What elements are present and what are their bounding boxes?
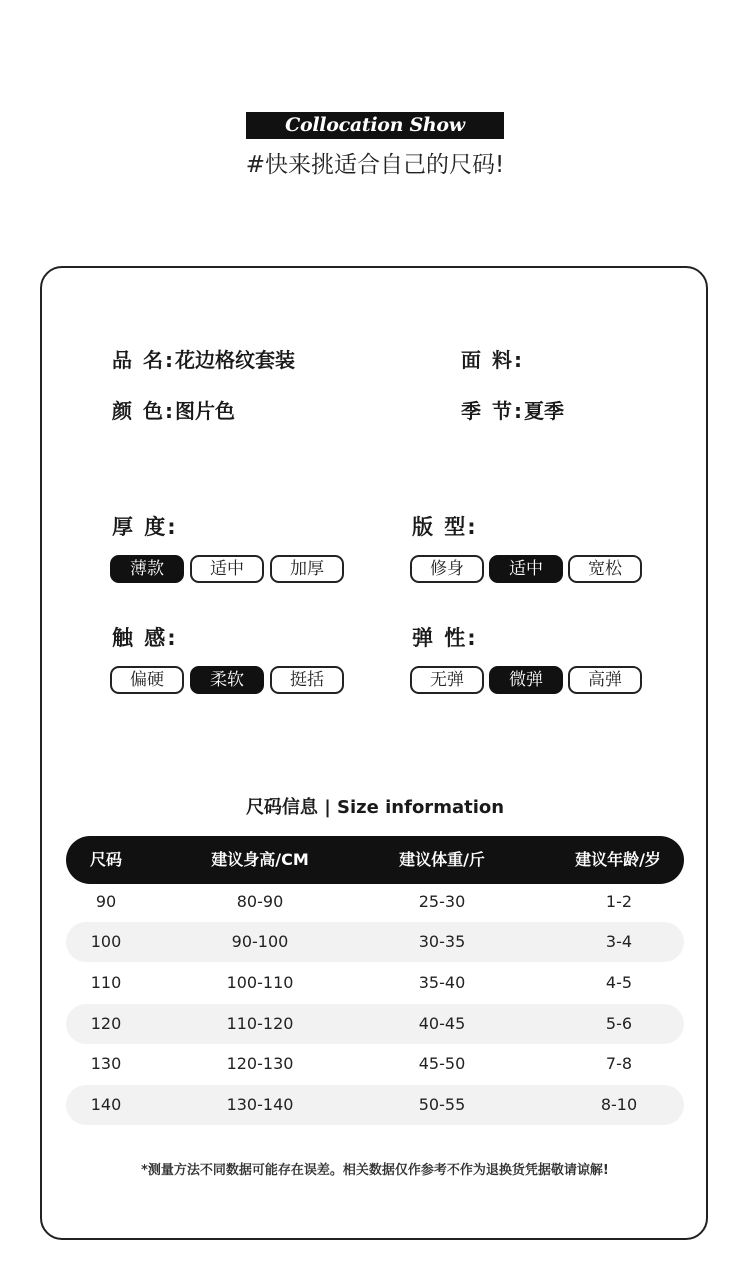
cell-weight: 25-30: [418, 892, 466, 911]
elasticity-option-none: 无弹: [410, 666, 484, 694]
measurement-disclaimer: *测量方法不同数据可能存在误差。相关数据仅作参考不作为退换货凭据敬请谅解!: [141, 1163, 609, 1178]
feel-option-soft: 柔软: [190, 666, 264, 694]
thickness-option-thin: 薄款: [110, 555, 184, 583]
cell-age: 7-8: [605, 1054, 633, 1073]
subtitle: #快来挑适合自己的尺码!: [245, 152, 505, 178]
feel-title: 触 感:: [112, 626, 178, 650]
cell-height: 100-110: [226, 973, 294, 992]
cell-weight: 50-55: [418, 1095, 466, 1114]
feel-option-stiff: 偏硬: [110, 666, 184, 694]
cell-height: 120-130: [226, 1054, 294, 1073]
cell-height: 130-140: [226, 1095, 294, 1114]
collocation-show-banner: Collocation Show: [246, 112, 504, 139]
feel-option-crisp: 挺括: [270, 666, 344, 694]
cell-size: 130: [90, 1054, 122, 1073]
product-season: [461, 397, 564, 425]
table-row: [66, 963, 684, 1003]
thickness-title: 厚 度:: [112, 515, 178, 539]
cell-height: 110-120: [226, 1014, 294, 1033]
product-name: [112, 346, 295, 374]
header-height: 建议身高/CM: [211, 850, 309, 869]
cell-size: 100: [90, 932, 122, 951]
cell-age: 3-4: [605, 932, 633, 951]
cell-weight: 40-45: [418, 1014, 466, 1033]
cell-size: 90: [95, 892, 117, 911]
fit-option-regular: 适中: [489, 555, 563, 583]
cell-weight: 35-40: [418, 973, 466, 992]
cell-age: 1-2: [605, 892, 633, 911]
table-row: [66, 922, 684, 962]
table-row: [66, 882, 684, 922]
product-color: [112, 397, 235, 425]
header-size: 尺码: [89, 850, 123, 869]
cell-age: 4-5: [605, 973, 633, 992]
header-weight: 建议体重/斤: [399, 850, 485, 869]
cell-size: 120: [90, 1014, 122, 1033]
cell-height: 90-100: [231, 932, 289, 951]
table-row: [66, 1004, 684, 1044]
elasticity-title: 弹 性:: [412, 626, 478, 650]
product-color-value: 图片色: [174, 399, 235, 423]
cell-weight: 30-35: [418, 932, 466, 951]
product-name-label: 品 名:: [112, 348, 175, 372]
table-row: [66, 1044, 684, 1084]
product-fabric: [461, 346, 524, 374]
fit-title: 版 型:: [412, 515, 478, 539]
cell-weight: 45-50: [418, 1054, 466, 1073]
product-name-value: 花边格纹套装: [174, 348, 295, 372]
fit-option-loose: 宽松: [568, 555, 642, 583]
product-season-value: 夏季: [523, 399, 564, 423]
thickness-option-medium: 适中: [190, 555, 264, 583]
elasticity-option-high: 高弹: [568, 666, 642, 694]
product-fabric-label: 面 料:: [461, 348, 524, 372]
product-season-label: 季 节:: [461, 399, 524, 423]
elasticity-option-slight: 微弹: [489, 666, 563, 694]
table-row: [66, 1085, 684, 1125]
header-age: 建议年龄/岁: [575, 850, 661, 869]
cell-age: 8-10: [600, 1095, 638, 1114]
fit-option-slim: 修身: [410, 555, 484, 583]
cell-age: 5-6: [605, 1014, 633, 1033]
cell-height: 80-90: [236, 892, 284, 911]
size-table-title: 尺码信息 | Size information: [245, 797, 505, 818]
size-table-header: [66, 836, 684, 884]
cell-size: 140: [90, 1095, 122, 1114]
thickness-option-thick: 加厚: [270, 555, 344, 583]
product-color-label: 颜 色:: [112, 399, 175, 423]
cell-size: 110: [90, 973, 122, 992]
